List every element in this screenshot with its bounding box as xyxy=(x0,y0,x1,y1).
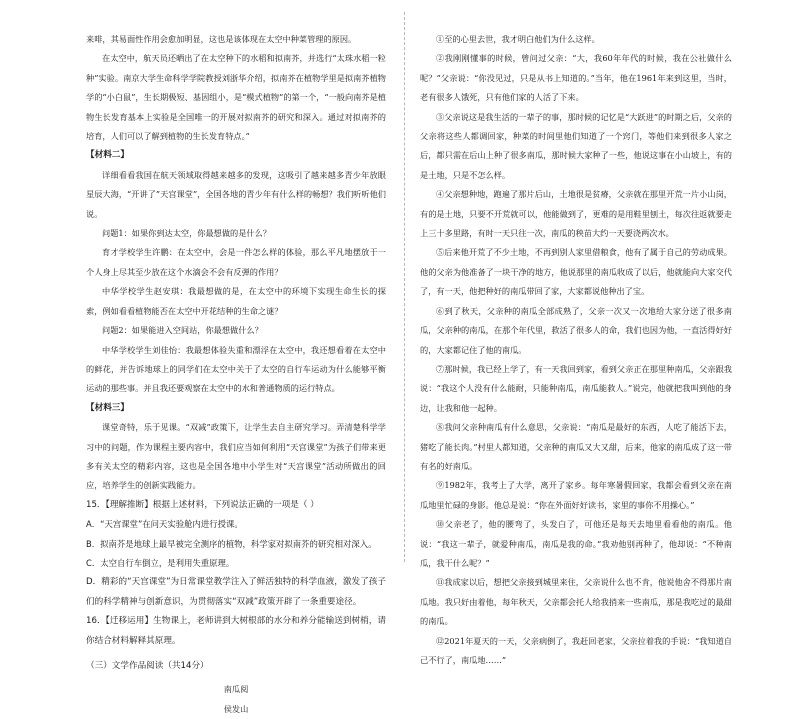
option-b: B．拟南芥是地球上最早被完全测序的植物，科学家对拟南芥的研究相对深入。 xyxy=(86,538,377,549)
paragraph: ⑪我成家以后，想把父亲接到城里来住，父亲说什么也不肯，他说他舍不得那片南瓜地。我只好由着他，每年秋天，父亲都会托人给我捎来一些南瓜，那是我吃过的最甜的南瓜。 xyxy=(420,577,732,627)
paragraph: 来啡，其易面性作用会愈加明显，这也是该体现在太空中种菜管理的原因。 xyxy=(86,34,357,44)
paragraph: ①至的心里去世，我才明白他们为什么这样。 xyxy=(436,34,600,44)
option-a: A．“天宫课堂”在问天实验舱内进行授课。 xyxy=(86,519,243,530)
article-title: 南瓜阅 xyxy=(223,684,249,695)
paragraph: ⑨1982年，我考上了大学，离开了家乡。每年寒暑假回家，我都会看到父亲在南瓜地里忙碌的身影。他总是说：“你在外面好好读书，家里的事你不用操心。” xyxy=(420,480,732,510)
article-author: 侯发山 xyxy=(223,703,249,714)
material-heading: 【材料三】 xyxy=(86,402,129,413)
material-heading: 【材料二】 xyxy=(86,150,129,161)
paragraph: 详细看看我国在航天领域取得越来越多的发现，这吸引了越来越多青少年放眼星辰大海，“开讲了”天宫课堂”，全国各地的青少年有什么样的畅想？我们听听他们说。 xyxy=(86,169,386,219)
paragraph: ④父亲想种地，跑遍了那片后山，土地很是贫瘠，父亲就在那里开荒一片小山岗，有的是土地，只要不开荒就可以，他能做到了，更难的是用鞋里刨土，每次往返就要走上三十多里路，有时一天只往一次，南瓜的秧苗大约一天要浇两次水。 xyxy=(420,189,732,239)
column-divider xyxy=(404,12,405,562)
question-16: 16．【迁移运用】生物课上，老师讲到大树根部的水分和养分能输送到树梢，请你结合材料解释其原理。 xyxy=(86,616,386,646)
question-1: 问题1：如果你到达太空，你最想做的是什么？ xyxy=(102,228,271,239)
paragraph: ⑤后来他开荒了不少土地，不再到别人家里借粮食，他有了属于自己的劳动成果。他的父亲为他准备了一块干净的地方，他说那里的南瓜收成了以后，他就能向大家交代了，有一天，他把种好的南瓜带回了家，大家都说他种出了宝。 xyxy=(420,247,732,297)
option-d: D．精彩的“天宫课堂”为日常课堂教学注入了鲜活独特的科学血液，激发了孩子们的科学精神与创新意识，为贯彻落实“双减”政策开辟了一条重要途径。 xyxy=(86,577,386,607)
paragraph: ⑩父亲老了，他的腰弯了，头发白了，可他还是每天去地里看看他的南瓜。他说：“我这一辈子，就爱种南瓜，南瓜是我的命。”我劝他别再种了，他却说：“不种南瓜，我干什么呢？” xyxy=(420,519,732,568)
paragraph: ⑫2021年夏天的一天，父亲病倒了，我赶回老家，父亲拉着我的手说：“我知道自己不行了，南瓜地……” xyxy=(420,635,732,665)
answer: 育才学校学生许鹏：在太空中，会是一件怎么样的体验，那么平凡地摆放于一个人身上尽其至少放在这个水滴会不会有反弹的作用？ xyxy=(86,247,386,277)
paragraph: 在太空中，航天员还晒出了在太空种下的水稻和拟南芥，并选行“太珠水稻一粒种”实验。南京大学生命科学学院教授刘浙华介绍，拟南芥在植物学里是拟南芥植物学的“小白鼠”，生长期极短、基因组小，是“模式植物”的第一个，“一般向南芥是植物生长发育基本上实验是全国唯一的开展对拟南芥的研究和深入。通过对拟南芥的培育，人们可以了解到植物的生长发育特点。” xyxy=(86,53,386,142)
answer: 中华学校学生赵安琪：我最想做的是，在太空中的环境下实现生命生长的探索，例如看看植物能否在太空中开花结种的生命之谜？ xyxy=(86,286,386,316)
option-c: C．太空自行车倒立，是利用失重原理。 xyxy=(86,557,235,568)
paragraph: ③父亲说这是我生活的一辈子的事，那时候的记忆是“大跃进”的时期之后，父亲的父亲将这些人都调回家，种菜的时间里他们知道了一个窍门，等他们来到很多人家之后，都只需在后山上种了很多南瓜，那时候大家种了一些，他说这事在小山坡上，有的是土地，只是不怎么样。 xyxy=(420,111,732,180)
left-column xyxy=(86,30,386,714)
paragraph: ⑧我问父亲种南瓜有什么意思，父亲说：“南瓜是最好的东西，人吃了能活下去，猪吃了能长肉。”村里人都知道，父亲种的南瓜又大又甜，后来，他家的南瓜成了这一带有名的好南瓜。 xyxy=(420,422,732,471)
right-column xyxy=(420,30,732,665)
paragraph: ⑦那时候，我已经上学了，有一天我回到家，看到父亲正在那里种南瓜，父亲跟我说：“我这个人没有什么能耐，只能种南瓜，南瓜能救人。”说完，他就把我叫到他的身边，让我和他一起种。 xyxy=(420,363,732,413)
paragraph: 课堂奇特，乐于见课。“双减”政策下，让学生去自主研究学习。弄清楚科学学习中的问题，作为课程主要内容中，我们应当如何利用“天宫课堂”为孩子们带来更多有关太空的精彩内容，这也是全国各地中小学生对“天宫课堂”活动所做出的回应，培养学生的创新实践能力。 xyxy=(86,422,386,491)
paragraph: ⑥到了秋天，父亲种的南瓜全部成熟了，父亲一次又一次地给大家分送了很多南瓜，父亲种的南瓜，在那个年代里，救活了很多人的命，我们也因为他，一直活得好好的，大家都记住了他的南瓜。 xyxy=(420,305,732,355)
paragraph: ②我刚刚懂事的时候，曾问过父亲：“大，我60年年代的时候，我在公社做什么呢？”父亲说：“你没见过，只是从书上知道的。”当年，他在1961年来到这里，当时，老有很多人饿死，只有他们家的人活了下来。 xyxy=(420,53,732,103)
section-heading: （三）文学作品阅读（共14分） xyxy=(86,661,209,671)
answer: 中华学校学生刘佳怡：我最想体验失重和漂浮在太空中，我还想看着在太空中的鲜花，并告诉地球上的同学们在太空中关于了太空的自行车运动为什么能够平衡运动的那些事。并且我还要观察在太空中的水和普通物质的运行特点。 xyxy=(86,344,386,394)
question-15: 15．【理解推断】根据上述材料，下列说法正确的一项是（ ） xyxy=(86,499,319,510)
question-2: 问题2：如果能进入空间站，你最想做什么？ xyxy=(102,325,263,336)
